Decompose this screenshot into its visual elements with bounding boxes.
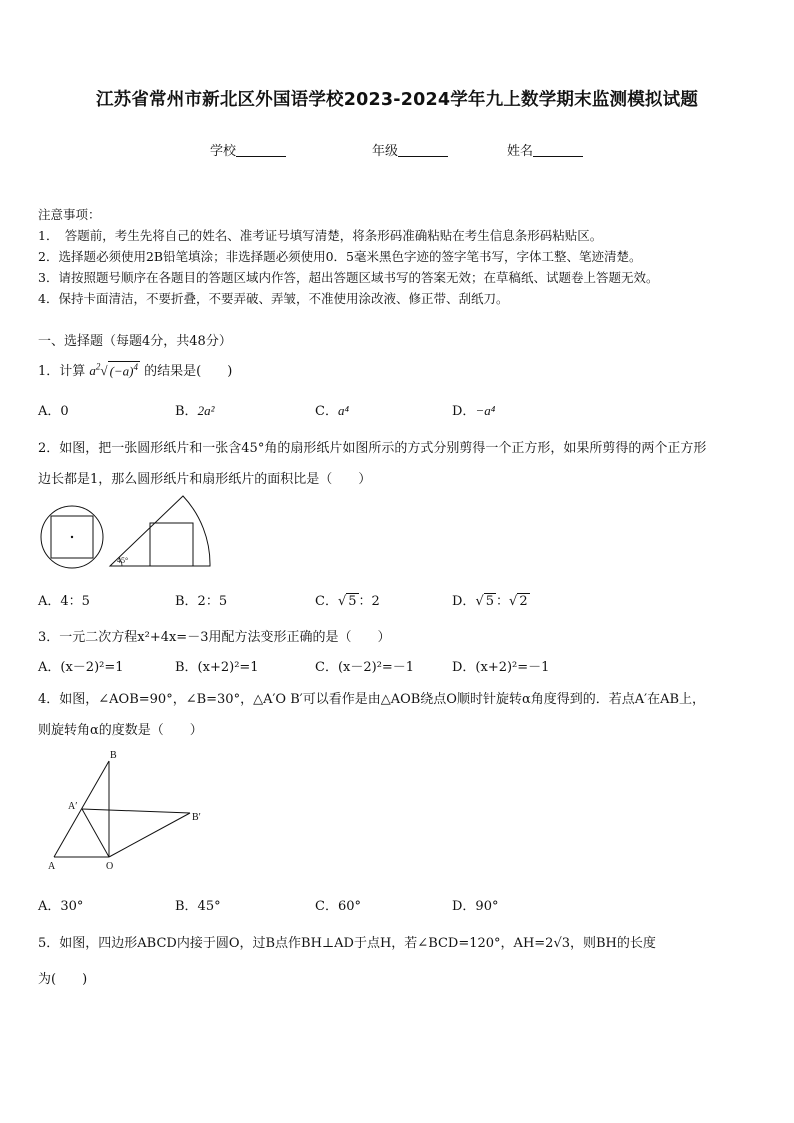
name-label: 姓名 [507,144,534,159]
section-heading: 一、选择题（每题4分，共48分） [38,334,232,349]
name-blank [533,144,583,157]
q1-option-b-label: B． [175,404,198,419]
name-field [507,140,583,159]
q4-label-B: B [110,750,117,761]
note-item: 2．选择题必须使用2B铅笔填涂；非选择题必须使用0．5毫米黑色字迹的签字笔书写，字体工整、笔迹清楚。 [38,249,642,264]
q4-label-A-prime: A′ [68,801,78,812]
q5-line2: 为( ) [38,972,88,987]
q2-option-a: A．4：5 [38,594,90,609]
q1-option-a: A．0 [38,404,69,419]
q3-option-b: B．(x+2)²=1 [175,660,259,675]
grade-label: 年级 [372,144,399,159]
q2-line2: 边长都是1，那么圆形纸片和扇形纸片的面积比是（ ） [38,472,372,487]
q4-option-b: B．45° [175,899,221,914]
q4-line2: 则旋转角α的度数是（ ） [38,723,203,738]
q1-option-c [315,400,349,419]
q1-prefix: 1．计算 [38,364,86,379]
q3-option-d: D．(x+2)²=－1 [452,660,550,675]
q4-label-B-prime: B′ [192,812,201,823]
q1-expression: $a^2√$ $(-a)^4$ [89,361,138,378]
note-item: 3．请按照题号顺序在各题目的答题区域内作答，超出答题区域书写的答案无效；在草稿纸、试题卷上答题无效。 [38,270,659,285]
school-field [210,140,286,159]
q2-option-c-tail: ：2 [358,594,380,609]
q2-angle-label: 45° [117,556,129,565]
q2-option-d-label: D． [452,594,476,609]
q3-text: 3．一元二次方程x²+4x=－3用配方法变形正确的是（ ） [38,630,391,645]
page-title: 江苏省常州市新北区外国语学校2023-2024学年九上数学期末监测模拟试题 [95,90,699,110]
q1-option-d [452,400,495,419]
note-item: 1． 答题前，考生先将自己的姓名、准考证号填写清楚，将条形码准确粘贴在考生信息条形码粘贴区。 [38,228,603,243]
q4-segment-A1B1 [82,809,190,813]
q1-option-b-math: 2a² [197,403,215,418]
q5-line1: 5．如图，四边形ABCD内接于圆O，过B点作BH⊥AD于点H，若∠BCD=120°，AH=2√3，则BH的长度 [38,936,656,951]
q2-option-c-label: C． [315,594,338,609]
school-blank [236,144,286,157]
note-item: 4．保持卡面清洁，不要折叠，不要弄破、弄皱，不准使用涂改液、修正带、刮纸刀。 [38,291,509,306]
q1-option-b [175,400,214,419]
q1-suffix: 的结果是( ) [144,364,233,379]
q2-figure [38,494,218,572]
q1-option-d-label: D． [452,404,476,419]
q4-option-d: D．90° [452,899,499,914]
q2-option-d-mid: ： [496,594,510,609]
q2-circle-center [71,536,73,538]
q4-figure [38,745,218,875]
q4-option-c: C．60° [315,899,361,914]
q1-option-c-label: C． [315,404,338,419]
q4-segment-OB1 [109,813,190,857]
question-1 [38,360,232,379]
q4-option-a: A．30° [38,899,84,914]
q1-option-c-math: a⁴ [337,403,349,418]
q2-line1: 2．如图，把一张圆形纸片和一张含45°角的扇形纸片如图所示的方式分别剪得一个正方形，如果所剪得的两个正方形 [38,441,707,456]
q1-option-d-math: −a⁴ [475,403,496,418]
q3-option-c: C．(x－2)²=－1 [315,660,415,675]
q2-option-c: C．√ 5 ：2 [315,594,380,609]
q4-line1: 4．如图，∠AOB=90°，∠B=30°，△A′O B′可以看作是由△AOB绕点O顺时针旋转α角度得到的．若点A′在AB上， [38,692,706,707]
q2-sector-square [150,523,193,566]
q3-option-a: A．(x－2)²=1 [38,660,124,675]
notes-heading: 注意事项： [38,207,101,222]
q2-option-b: B．2：5 [175,594,228,609]
q4-label-A: A [48,861,56,872]
q4-segment-A1O [82,809,109,857]
school-label: 学校 [210,144,237,159]
q4-label-O: O [106,861,114,872]
grade-field [372,140,448,159]
grade-blank [398,144,448,157]
q2-option-d: D．√ 5 ：√ 2 [452,594,528,609]
